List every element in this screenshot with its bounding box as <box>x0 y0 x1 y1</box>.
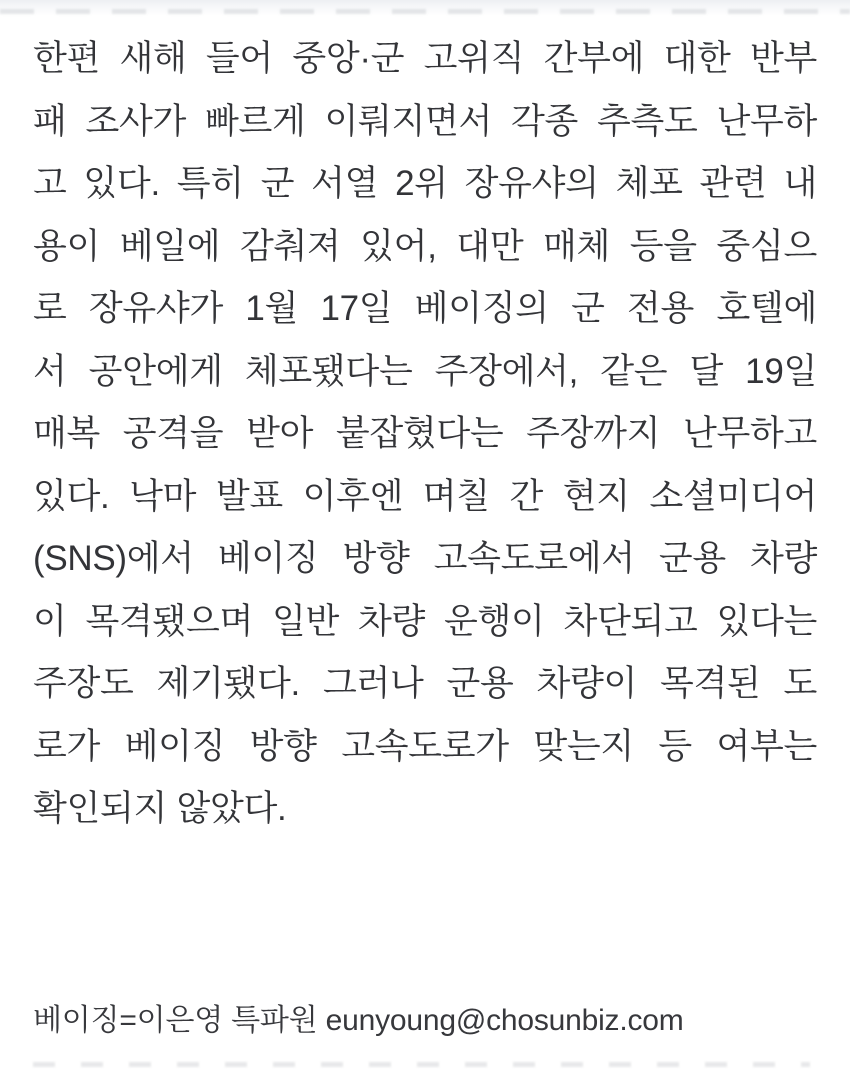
article-line: 로 장유샤가 1월 17일 베이징의 군 전용 호텔에 <box>33 289 817 328</box>
reporter-byline: 베이징=이은영 특파원 <box>33 1003 318 1037</box>
article-line: 패 조사가 빠르게 이뤄지면서 각종 추측도 난무하 <box>33 101 817 141</box>
article-line: 확인되지 않았다. <box>33 789 287 828</box>
article-body <box>0 16 850 1043</box>
article-byline <box>33 999 817 1043</box>
article-line: 주장도 제기됐다. 그러나 군용 차량이 목격된 도 <box>33 664 817 703</box>
article-paragraph <box>33 28 817 841</box>
article-line: 이 목격됐으며 일반 차량 운행이 차단되고 있다는 <box>33 601 817 641</box>
article-line: 고 있다. 특히 군 서열 2위 장유샤의 체포 관련 내 <box>33 164 817 203</box>
cropped-image-bottom-edge <box>0 0 850 16</box>
reporter-email: eunyoung@chosunbiz.com <box>325 1003 684 1037</box>
article-line: 매복 공격을 받아 붙잡혔다는 주장까지 난무하고 <box>33 414 817 453</box>
article-line: 한편 새해 들어 중앙·군 고위직 간부에 대한 반부 <box>33 39 817 78</box>
article-line: 용이 베일에 감춰져 있어, 대만 매체 등을 중심으 <box>33 226 817 266</box>
next-line-crop-hint <box>33 1062 810 1067</box>
article-line: 서 공안에게 체포됐다는 주장에서, 같은 달 19일 <box>33 351 817 391</box>
article-line: 로가 베이징 방향 고속도로가 맞는지 등 여부는 <box>33 726 817 766</box>
article-line: (SNS)에서 베이징 방향 고속도로에서 군용 차량 <box>33 539 817 578</box>
article-line: 있다. 낙마 발표 이후엔 며칠 간 현지 소셜미디어 <box>33 476 817 516</box>
